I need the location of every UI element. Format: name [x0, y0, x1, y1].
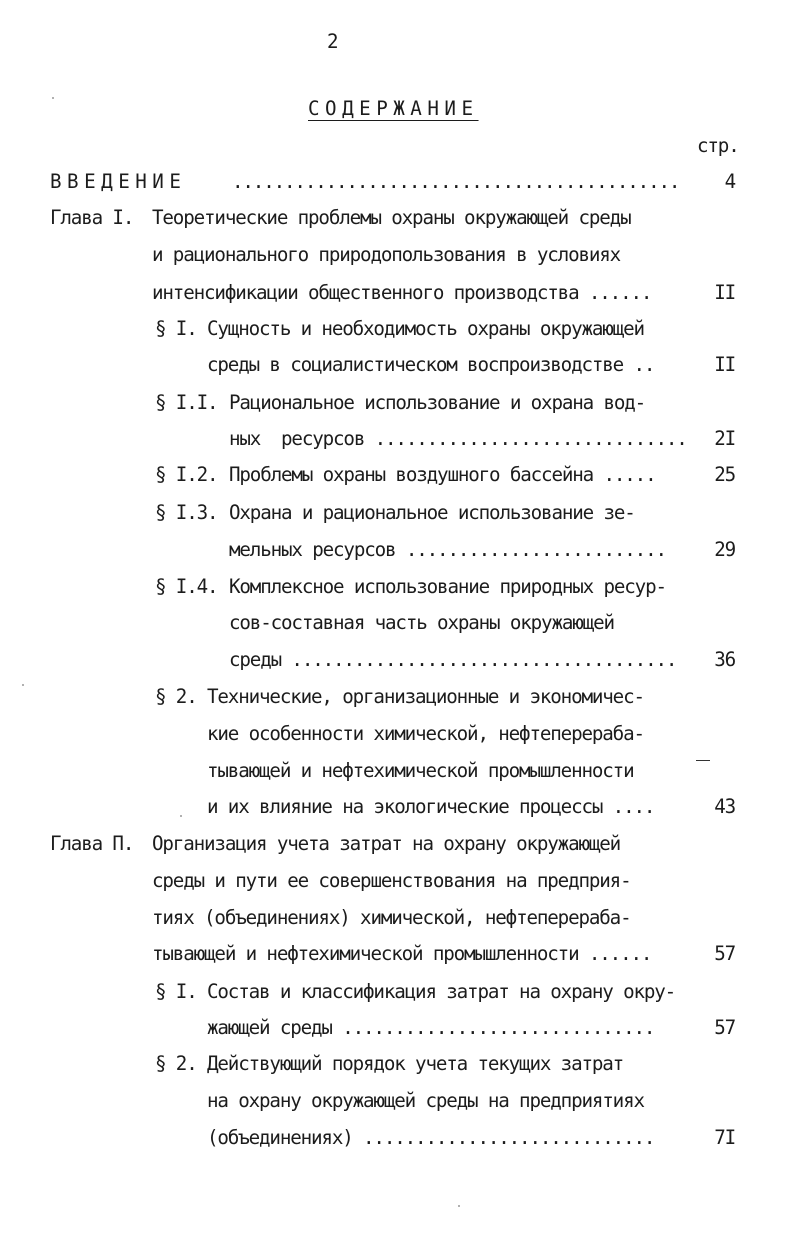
toc-entry-line: ных ресурсов ..............................: [229, 427, 687, 450]
toc-entry-line: среды и пути ее совершенствования на предприя-: [152, 869, 631, 892]
toc-entry-page: 36: [714, 648, 735, 671]
toc-entry-page: 43: [714, 795, 735, 818]
toc-entry-line: среды в социалистическом воспроизводстве ..: [207, 353, 655, 376]
toc-section-label: § I.: [155, 317, 197, 340]
toc-entry-page: II: [714, 353, 735, 376]
toc-entry-line: кие особенности химической, нефтеперераба-: [207, 722, 644, 745]
scan-speck: [458, 1205, 460, 1207]
scan-speck: [52, 97, 54, 99]
toc-entry-line: (объединениях) ............................: [207, 1126, 655, 1149]
toc-chapter-label: Глава П.: [50, 832, 134, 855]
contents-heading: СОДЕРЖАНИЕ: [308, 97, 479, 120]
toc-entry-page: II: [714, 281, 735, 304]
toc-entry-line: мельных ресурсов .........................: [229, 538, 666, 561]
toc-entry-line: сов-составная часть охраны окружающей: [229, 611, 614, 634]
toc-entry-line: Комплексное использование природных ресур-: [229, 575, 666, 598]
toc-entry-line: Организация учета затрат на охрану окружающей: [152, 832, 621, 855]
toc-entry-line: Теоретические проблемы охраны окружающей среды: [152, 206, 631, 229]
page-column-header: стр.: [697, 134, 739, 157]
toc-entry-line: и рационального природопользования в условиях: [152, 243, 621, 266]
toc-entry-line: тывающей и нефтехимической промышленности: [207, 759, 634, 782]
scan-speck: [180, 815, 182, 817]
toc-entry-title: ВВЕДЕНИЕ: [50, 170, 187, 193]
toc-entry-line: Рациональное использование и охрана вод-: [229, 391, 646, 414]
toc-entry-line: тиях (объединениях) химической, нефтеперераба-: [152, 906, 631, 929]
toc-entry-leader: ...........................................: [232, 170, 680, 193]
toc-entry-line: Действующий порядок учета текущих затрат: [207, 1052, 624, 1075]
page-number: 2: [327, 30, 338, 53]
toc-section-label: § I.I.: [155, 391, 218, 414]
toc-section-label: § I.4.: [155, 575, 218, 598]
toc-section-label: § I.2.: [155, 463, 218, 486]
scan-mark: [696, 760, 710, 761]
toc-entry-line: интенсификации общественного производства ......: [152, 281, 652, 304]
toc-entry-page: 57: [714, 942, 735, 965]
toc-entry-page: 29: [714, 538, 735, 561]
toc-entry-line: Сущность и необходимость охраны окружающей: [207, 317, 644, 340]
toc-entry-line: тывающей и нефтехимической промышленности ......: [152, 942, 652, 965]
toc-section-label: § I.3.: [155, 501, 218, 524]
toc-entry-line: жающей среды ..............................: [207, 1016, 655, 1039]
toc-entry-line: на охрану окружающей среды на предприятиях: [207, 1089, 644, 1112]
toc-entry-line: и их влияние на экологические процессы ....: [207, 795, 655, 818]
toc-section-label: § 2.: [155, 685, 197, 708]
toc-entry-page: 7I: [714, 1126, 735, 1149]
toc-entry-line: среды .....................................: [229, 648, 677, 671]
toc-section-label: § I.: [155, 980, 197, 1003]
toc-entry-page: 2I: [714, 427, 735, 450]
toc-entry-page: 25: [714, 463, 735, 486]
toc-chapter-label: Глава I.: [50, 206, 134, 229]
toc-section-label: § 2.: [155, 1052, 197, 1075]
toc-entry-line: Проблемы охраны воздушного бассейна .....: [229, 463, 656, 486]
toc-entry-line: Состав и классификация затрат на охрану окру-: [207, 980, 676, 1003]
scan-speck: [22, 684, 24, 686]
toc-entry-page: 57: [714, 1016, 735, 1039]
toc-entry-page: 4: [724, 170, 735, 193]
toc-entry-line: Технические, организационные и экономичес-: [207, 685, 644, 708]
toc-entry-line: Охрана и рациональное использование зе-: [229, 501, 635, 524]
